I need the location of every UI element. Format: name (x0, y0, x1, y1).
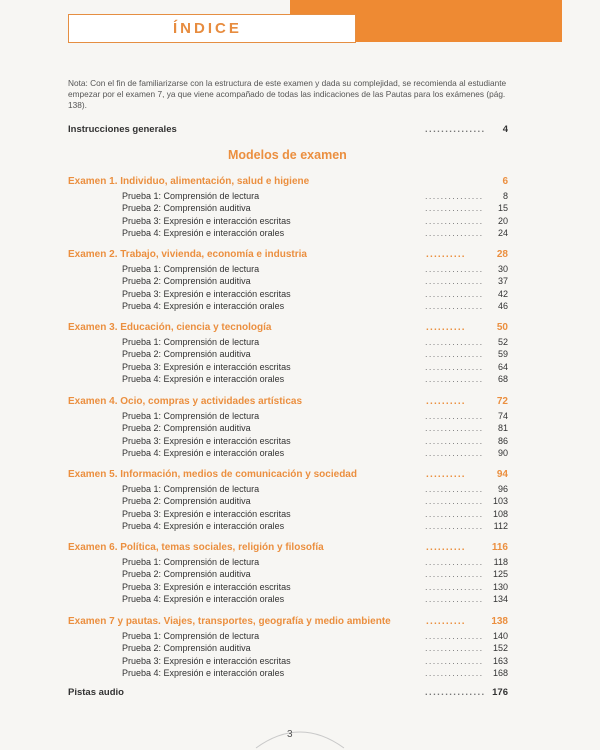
leader-dots: ............... (425, 569, 484, 580)
page-number: 118 (493, 557, 508, 567)
toc-exam-5[interactable] (68, 468, 508, 482)
note-text: Nota: Con el fin de familiarizarse con la estructura de este examen y dada su complejidad, se recomienda al estudiante empezar por el examen 7, ya que viene acompañado de todas las indicaciones de las Pautas para los exámenes (pág. 138). (68, 78, 507, 110)
test-label: Prueba 1: Comprensión de lectura (122, 557, 260, 567)
page-number: 94 (496, 469, 508, 480)
page-number: 138 (491, 616, 508, 627)
test-label: Prueba 4: Expresión e interacción orales (122, 667, 285, 678)
test-label: Prueba 2: Comprensión auditiva (122, 276, 251, 287)
leader-dots: ............... (425, 687, 486, 698)
leader-dots: ............... (425, 667, 484, 678)
test-label: Prueba 2: Comprensión auditiva (122, 569, 251, 580)
page-number: 42 (497, 288, 508, 299)
toc-test-4-4[interactable] (68, 446, 508, 460)
leader-dots: ............... (425, 435, 484, 446)
toc-exam-6[interactable] (68, 541, 508, 555)
leader-dots: ............... (425, 508, 484, 519)
section-title: Modelos de examen (228, 148, 347, 162)
leader-dots: ............... (425, 203, 484, 214)
leader-dots: ............... (425, 264, 484, 274)
page-number: 20 (497, 215, 508, 226)
leader-dots: .......... (426, 396, 466, 407)
leader-dots: ............... (425, 227, 484, 238)
test-label: Prueba 2: Comprensión auditiva (122, 423, 251, 434)
leader-dots: .......... (426, 542, 466, 553)
toc-label: Pistas audio (68, 687, 124, 698)
exam-title: Examen 1. Individuo, alimentación, salud e higiene (68, 176, 310, 187)
leader-dots: ............... (425, 520, 484, 531)
toc-test-6-4[interactable] (68, 592, 508, 606)
test-label: Prueba 1: Comprensión de lectura (122, 337, 260, 347)
page-number: 28 (496, 249, 508, 260)
test-label: Prueba 4: Expresión e interacción orales (122, 447, 285, 458)
test-label: Prueba 2: Comprensión auditiva (122, 349, 251, 360)
toc-exam-2[interactable] (68, 248, 508, 262)
page-number: 6 (502, 176, 508, 187)
page-title: ÍNDICE (173, 20, 242, 37)
title-box (68, 14, 356, 43)
page-number: 46 (497, 300, 508, 311)
toc-test-1-4[interactable] (68, 226, 508, 240)
toc-test-7-4[interactable] (68, 666, 508, 680)
exam-title: Examen 5. Información, medios de comunicación y sociedad (68, 469, 357, 480)
leader-dots: ............... (425, 124, 486, 135)
page-number: 68 (497, 373, 508, 384)
test-label: Prueba 1: Comprensión de lectura (122, 264, 260, 274)
page-number: 74 (497, 411, 508, 421)
header-band-edge (562, 0, 600, 42)
page-number: 130 (492, 581, 508, 592)
leader-dots: ............... (425, 581, 484, 592)
test-label: Prueba 4: Expresión e interacción orales (122, 373, 285, 384)
leader-dots: ............... (425, 631, 484, 641)
toc-entry-audio[interactable] (68, 686, 508, 700)
test-label: Prueba 1: Comprensión de lectura (122, 631, 260, 641)
page-number: 108 (492, 508, 508, 519)
page-number: 96 (497, 484, 508, 494)
toc-test-5-4[interactable] (68, 519, 508, 533)
leader-dots: ............... (425, 215, 484, 226)
toc-exam-4[interactable] (68, 395, 508, 409)
leader-dots: ............... (425, 300, 484, 311)
page-number: 90 (497, 447, 508, 458)
test-label: Prueba 3: Expresión e interacción escritas (122, 508, 291, 519)
leader-dots: ............... (425, 557, 484, 567)
exam-title: Examen 4. Ocio, compras y actividades artísticas (68, 396, 303, 407)
leader-dots: ............... (425, 655, 484, 666)
leader-dots: ............... (425, 447, 484, 458)
page-number: 30 (497, 264, 508, 274)
page-number: 112 (493, 520, 508, 531)
leader-dots: ............... (425, 361, 484, 372)
leader-dots: ............... (425, 643, 484, 654)
leader-dots: .......... (426, 616, 466, 627)
toc-exam-3[interactable] (68, 321, 508, 335)
page-number: 72 (496, 396, 508, 407)
page-number: 86 (497, 435, 508, 446)
page-number: 103 (492, 496, 508, 507)
test-label: Prueba 3: Expresión e interacción escritas (122, 361, 291, 372)
test-label: Prueba 4: Expresión e interacción orales (122, 593, 285, 604)
footer-page-number: 3 (287, 729, 293, 740)
page-number: 134 (492, 593, 508, 604)
toc-exam-7[interactable] (68, 615, 508, 629)
leader-dots: ............... (425, 496, 484, 507)
leader-dots: ............... (425, 276, 484, 287)
page-number: 168 (492, 667, 508, 678)
leader-dots: ............... (425, 191, 484, 201)
test-label: Prueba 3: Expresión e interacción escritas (122, 288, 291, 299)
exam-title: Examen 3. Educación, ciencia y tecnología (68, 322, 272, 333)
leader-dots: .......... (426, 322, 466, 333)
page-number: 176 (492, 687, 508, 698)
toc-exam-1[interactable] (68, 175, 508, 189)
leader-dots: ............... (425, 484, 484, 494)
exam-title: Examen 7 y pautas. Viajes, transportes, geografía y medio ambiente (68, 616, 391, 627)
test-label: Prueba 2: Comprensión auditiva (122, 203, 251, 214)
leader-dots: ............... (425, 349, 484, 360)
toc-test-2-4[interactable] (68, 299, 508, 313)
page-number: 152 (492, 643, 508, 654)
toc-label: Instrucciones generales (68, 124, 177, 135)
test-label: Prueba 4: Expresión e interacción orales (122, 520, 285, 531)
footer-curve (252, 722, 348, 750)
toc-test-3-4[interactable] (68, 372, 508, 386)
test-label: Prueba 3: Expresión e interacción escritas (122, 435, 291, 446)
page-number: 81 (497, 423, 508, 434)
page-number: 140 (492, 631, 508, 641)
page-number: 8 (502, 191, 508, 201)
test-label: Prueba 1: Comprensión de lectura (122, 484, 260, 494)
test-label: Prueba 1: Comprensión de lectura (122, 191, 260, 201)
test-label: Prueba 2: Comprensión auditiva (122, 643, 251, 654)
page-number: 37 (497, 276, 508, 287)
leader-dots: ............... (425, 593, 484, 604)
page-number: 50 (496, 322, 508, 333)
page-number: 59 (497, 349, 508, 360)
test-label: Prueba 4: Expresión e interacción orales (122, 300, 285, 311)
test-label: Prueba 3: Expresión e interacción escritas (122, 215, 291, 226)
page-number: 64 (497, 361, 508, 372)
page-number: 116 (491, 542, 508, 553)
test-label: Prueba 2: Comprensión auditiva (122, 496, 251, 507)
exam-title: Examen 6. Política, temas sociales, religión y filosofía (68, 542, 324, 553)
page-number: 163 (492, 655, 508, 666)
toc-entry-general[interactable] (68, 123, 508, 137)
leader-dots: ............... (425, 288, 484, 299)
leader-dots: .......... (426, 469, 466, 480)
leader-dots: ............... (425, 411, 484, 421)
page-number: 4 (502, 124, 508, 135)
page-number: 24 (497, 227, 508, 238)
test-label: Prueba 1: Comprensión de lectura (122, 411, 260, 421)
page-number: 125 (492, 569, 508, 580)
exam-title: Examen 2. Trabajo, vivienda, economía e industria (68, 249, 307, 260)
leader-dots: .......... (426, 249, 466, 260)
page-number: 52 (497, 337, 508, 347)
leader-dots: ............... (425, 337, 484, 347)
test-label: Prueba 3: Expresión e interacción escritas (122, 655, 291, 666)
page-number: 15 (497, 203, 508, 214)
leader-dots: ............... (425, 373, 484, 384)
leader-dots: ............... (425, 423, 484, 434)
test-label: Prueba 3: Expresión e interacción escritas (122, 581, 291, 592)
test-label: Prueba 4: Expresión e interacción orales (122, 227, 285, 238)
